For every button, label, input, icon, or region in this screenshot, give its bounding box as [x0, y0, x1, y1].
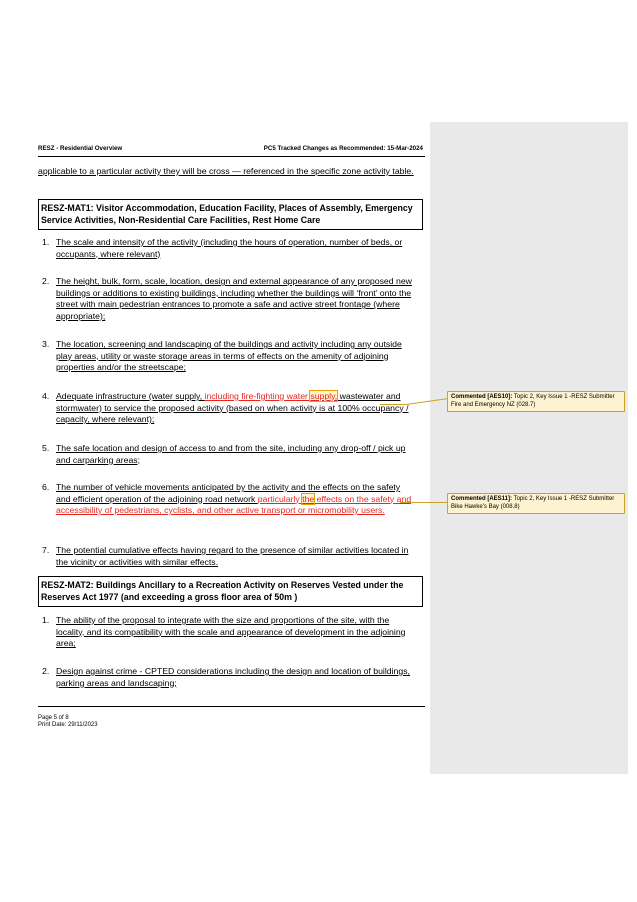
item-number: 2.	[42, 666, 50, 676]
page-header	[38, 142, 425, 157]
comments-margin-pane	[430, 122, 628, 774]
item-number: 3.	[42, 339, 50, 349]
text-part: Adequate infrastructure (water supply,	[56, 391, 205, 401]
commented-text[interactable]: the	[302, 493, 315, 504]
item-text: The scale and intensity of the activity (including the hours of operation, number of beds, or occupants, where relevant)	[56, 237, 403, 259]
item-text: The height, bulk, form, scale, location, design and external appearance of any proposed new buildings or additions to existing buildings, including whether the buildings will ‘front’ onto the street with main pedestrian entrances to promote a safe and active street frontage (where appropriate);	[56, 276, 412, 321]
mat2-heading: RESZ-MAT2: Buildings Ancillary to a Recreation Activity on Reserves Vested under the Reserves Act 1977 (and exceeding a gross floor area of 50m )	[38, 576, 423, 607]
footer-divider	[38, 706, 425, 707]
intro-text: applicable to a particular activity they will be cross — referenced in the specific zone activity table.	[38, 166, 414, 176]
comment-connector	[400, 502, 447, 503]
commented-text[interactable]: supply,	[310, 391, 338, 401]
item-number: 2.	[42, 276, 50, 286]
item-number: 6.	[42, 482, 50, 492]
print-date: Print Date: 29/11/2023	[38, 722, 98, 729]
page-number: Page 5 of 8	[38, 715, 69, 721]
item-number: 4.	[42, 391, 50, 401]
header-left: RESZ - Residential Overview	[38, 145, 123, 152]
text-part: The number of vehicle movements anticipated by the activity and the effects on the safety and efficient operation of the adjoining road network	[56, 482, 401, 504]
comment-aes10[interactable]	[447, 391, 625, 412]
comment-text: Topic 2, Key Issue 1 -RESZ Submitter Fire and Emergency NZ (028.7)	[451, 394, 615, 408]
inserted-text: including fire-fighting water	[204, 391, 311, 401]
item-text: The ability of the proposal to integrate with the size and proportions of the site, with the locality, and its compatibility with the scale and appearance of development in the adjoining area;	[56, 615, 406, 649]
header-right: PC5 Tracked Changes as Recommended: 15-Mar-2024	[263, 145, 423, 152]
item-text: The safe location and design of access to and from the site, including any drop-off / pick up and carparking areas;	[56, 443, 406, 465]
inserted-text: effects on the safety and accessibility of pedestrians, cyclists, and other active transport or micromobility users.	[56, 493, 412, 516]
item-text: The potential cumulative effects having regard to the presence of similar activities located in the vicinity or activities with similar effects.	[56, 545, 409, 567]
comment-label: Commented [AES10]:	[451, 394, 513, 400]
item-number: 7.	[42, 545, 50, 555]
item-number: 5.	[42, 443, 50, 453]
page-footer	[38, 715, 98, 730]
comment-connector	[380, 404, 406, 405]
comment-text: Topic 2, Key Issue 1 -RESZ Submitter Bike Hawke’s Bay (008.8)	[451, 496, 615, 510]
item-number: 1.	[42, 615, 50, 625]
mat1-heading: RESZ-MAT1: Visitor Accommodation, Education Facility, Places of Assembly, Emergency Service Activities, Non-Residential Care Facilities, Rest Home Care	[38, 199, 423, 230]
comment-aes11[interactable]	[447, 493, 625, 514]
item-text	[56, 391, 412, 426]
item-text: The location, screening and landscaping of the buildings and activity including any outside play areas, utility or waste storage areas in terms of effects on the amenity of adjoining properties and/or the streetscape;	[56, 339, 402, 373]
text-part: wastewater and stormwater) to service the proposed activity (based on when activity is at 100% occupancy / capacity, where relevant);	[56, 391, 409, 425]
item-number: 1.	[42, 237, 50, 247]
inserted-text: particularly	[257, 493, 303, 504]
item-text: Design against crime - CPTED considerations including the design and location of buildings, parking areas and landscaping;	[56, 666, 410, 688]
comment-label: Commented [AES11]:	[451, 496, 513, 502]
item-text	[56, 482, 412, 517]
